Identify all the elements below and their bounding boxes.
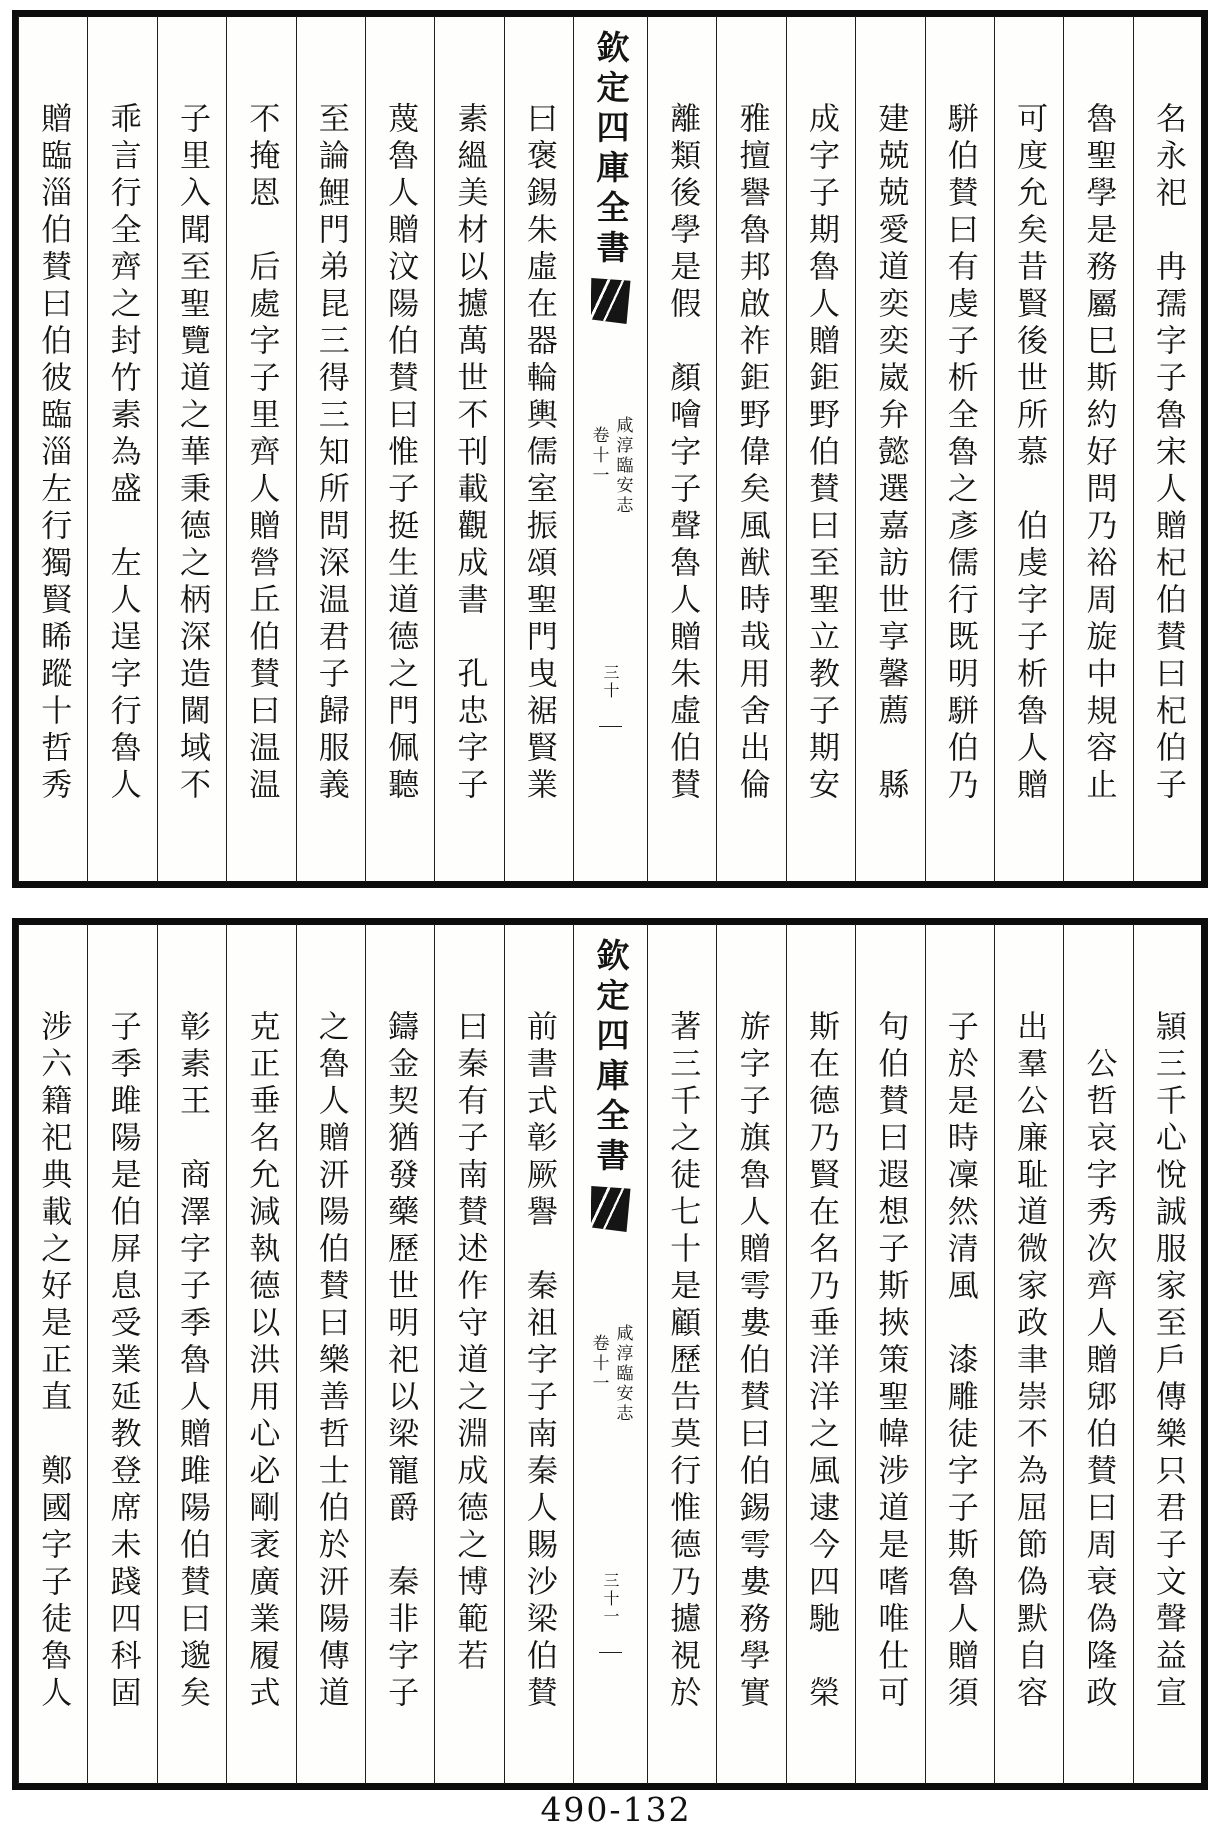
folio-number: 490-132 xyxy=(540,1790,692,1829)
text-column xyxy=(994,16,1063,882)
column-text: 之魯人贈汧陽伯賛曰樂善哲士伯於汧陽傳道 xyxy=(312,1010,349,1713)
text-column xyxy=(855,924,924,1784)
siku-quanshu-title: 欽定四庫全書 xyxy=(591,30,631,270)
center-title-column xyxy=(573,16,647,882)
column-text: 曰褒錫朱虛在器輪輿儒室振頌聖門曳裾賢業 xyxy=(520,102,557,805)
column-text: 旂字子旗魯人贈雩婁伯賛曰伯錫雩婁務學實 xyxy=(733,1010,770,1713)
center-title-column xyxy=(573,924,647,1784)
text-column xyxy=(647,16,716,882)
text-column xyxy=(994,924,1063,1784)
juan-label: 卷十一 xyxy=(588,1334,609,1394)
text-column xyxy=(226,924,295,1784)
juan-label: 卷十一 xyxy=(588,426,609,486)
column-text: 雅擅譽魯邦啟祚鉅野偉矣風猷時哉用舍出倫 xyxy=(733,102,770,805)
column-text: 克正垂名允減執德以洪用心必剛袤廣業履式 xyxy=(243,1010,280,1713)
page-frame-bottom xyxy=(12,918,1208,1790)
column-text: 著三千之徒七十是顧歷告莫行惟德乃攄視於 xyxy=(664,1010,701,1713)
column-text: 曰秦有子南賛述作守道之淵成德之博範若 xyxy=(451,1010,488,1676)
column-text: 離類後學是假 顏噲字子聲魯人贈朱虛伯賛 xyxy=(664,102,701,805)
text-column xyxy=(157,924,226,1784)
text-column xyxy=(716,924,785,1784)
column-text: 至論鯉門弟昆三得三知所問深温君子歸服義 xyxy=(312,102,349,805)
page-number-label: 三十一 xyxy=(599,1572,622,1653)
column-text: 駢伯賛曰有虔子析全魯之彥儒行既明駢伯乃 xyxy=(941,102,978,805)
book-title: 咸淳臨安志 xyxy=(612,416,633,516)
text-column xyxy=(87,16,156,882)
book-and-juan xyxy=(589,1324,633,1424)
column-text: 蔑魯人贈汶陽伯賛曰惟子挺生道德之門佩聽 xyxy=(382,102,419,805)
column-text: 公哲哀字秀次齊人贈郳伯賛曰周衰偽隆政 xyxy=(1080,1010,1117,1713)
column-text: 素縕美材以攄萬世不刊載觀成書 孔忠字子 xyxy=(451,102,488,805)
text-column xyxy=(87,924,156,1784)
text-column xyxy=(1133,16,1202,882)
text-column xyxy=(504,924,573,1784)
text-column xyxy=(434,16,503,882)
text-column xyxy=(786,924,855,1784)
column-text: 乖言行全齊之封竹素為盛 左人逞字行魯人 xyxy=(104,102,141,805)
column-text: 可度允矣昔賢後世所慕 伯虔字子析魯人贈 xyxy=(1011,102,1048,805)
half-seal-icon xyxy=(591,278,631,324)
text-column xyxy=(365,924,434,1784)
text-column xyxy=(365,16,434,882)
column-text: 名永祀 冉孺字子魯宋人贈杞伯賛曰杞伯子 xyxy=(1149,102,1186,805)
page-number-label: 三十 xyxy=(599,664,622,727)
column-text: 子季雎陽是伯屏息受業延教登席未踐四科固 xyxy=(104,1010,141,1713)
book-and-juan xyxy=(589,416,633,516)
column-text: 前書式彰厥譽 秦祖字子南秦人賜沙梁伯賛 xyxy=(520,1010,557,1713)
column-text: 斯在德乃賢在名乃垂洋洋之風逮今四馳 榮 xyxy=(802,1010,839,1713)
text-column xyxy=(1133,924,1202,1784)
text-column xyxy=(855,16,924,882)
text-column xyxy=(18,16,87,882)
text-column xyxy=(296,16,365,882)
column-text: 涉六籍祀典載之好是正直 鄭國字子徒魯人 xyxy=(35,1010,72,1713)
siku-quanshu-title: 欽定四庫全書 xyxy=(591,938,631,1178)
column-text: 魯聖學是務屬巳斯約好問乃裕周旋中規容止 xyxy=(1080,102,1117,805)
text-column xyxy=(504,16,573,882)
column-text: 彰素王 商澤字子季魯人贈雎陽伯賛曰邈矣 xyxy=(173,1010,210,1713)
text-column xyxy=(925,16,994,882)
column-text: 句伯賛曰遐想子斯挾策聖幃涉道是嗜唯仕可 xyxy=(872,1010,909,1713)
column-text: 建兢兢愛道奕奕崴弁懿選嘉訪世享馨薦 縣 xyxy=(872,102,909,805)
half-seal-icon xyxy=(591,1186,631,1232)
text-column xyxy=(157,16,226,882)
text-column xyxy=(296,924,365,1784)
text-column xyxy=(716,16,785,882)
column-text: 出羣公廉耻道微家政聿崇不為屈節偽默自容 xyxy=(1011,1010,1048,1713)
column-text: 不掩恩 后處字子里齊人贈營丘伯賛曰温温 xyxy=(243,102,280,805)
book-title: 咸淳臨安志 xyxy=(612,1324,633,1424)
text-column xyxy=(1063,924,1132,1784)
text-column xyxy=(434,924,503,1784)
column-text: 成字子期魯人贈鉅野伯賛曰至聖立教子期安 xyxy=(802,102,839,805)
column-text: 鑄金契猶發藥歷世明祀以梁寵爵 秦非字子 xyxy=(382,1010,419,1713)
text-column xyxy=(647,924,716,1784)
column-text: 頴三千心悅誠服家至戶傳樂只君子文聲益宣 xyxy=(1149,1010,1186,1713)
column-text: 贈臨淄伯賛曰伯彼臨淄左行獨賢睎蹤十哲秀 xyxy=(35,102,72,805)
text-column xyxy=(18,924,87,1784)
page-frame-top xyxy=(12,10,1208,888)
text-column xyxy=(1063,16,1132,882)
text-column xyxy=(925,924,994,1784)
column-text: 子里入聞至聖覽道之華秉德之柄深造閫域不 xyxy=(173,102,210,805)
text-column xyxy=(786,16,855,882)
text-column xyxy=(226,16,295,882)
column-text: 子於是時凜然清風 漆雕徒字子斯魯人贈須 xyxy=(941,1010,978,1713)
